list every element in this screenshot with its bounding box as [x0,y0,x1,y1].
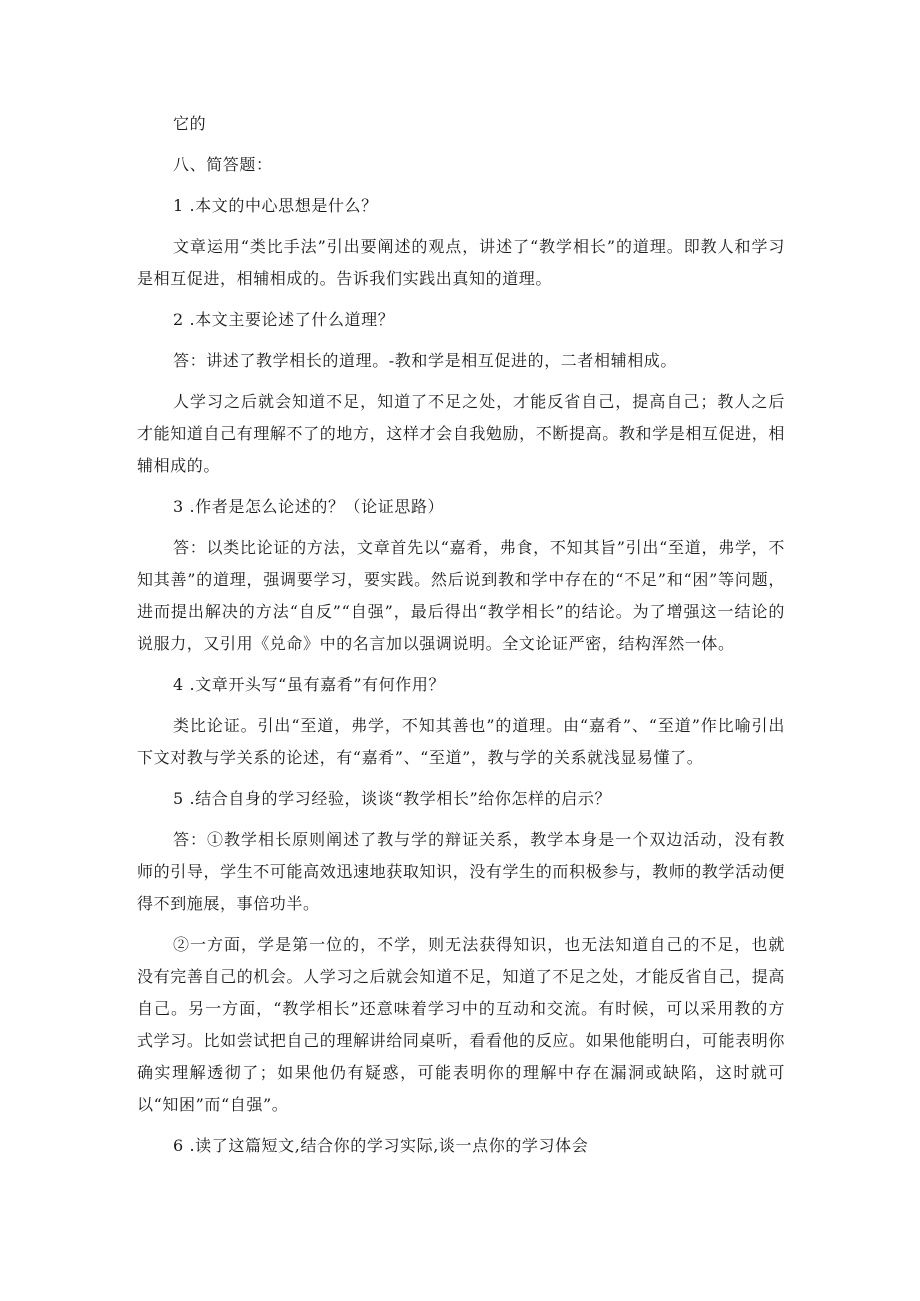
answer-5-part-1: 答：①教学相长原则阐述了教与学的辩证关系，教学本身是一个双边活动，没有教师的引导，学生不可能高效迅速地获取知识，没有学生的而积极参与，教师的教学活动便得不到施展，事倍功半。 [137,830,785,913]
answer-1: 文章运用“类比手法”引出要阐述的观点，讲述了“教学相长”的道理。即教人和学习是相互促进，相辅相成的。告诉我们实践出真知的道理。 [137,237,785,288]
section-heading: 八、简答题： [173,155,273,174]
answer-2-part-1: 答：讲述了教学相长的道理。-教和学是相互促进的，二者相辅相成。 [173,351,678,370]
question-4: 4 .文章开头写“虽有嘉肴”有何作用？ [173,675,446,694]
answer-4: 类比论证。引出“至道，弗学，不知其善也”的道理。由“嘉肴”、“至道”作比喻引出下文对教与学关系的论述，有“嘉肴”、“至道”，教与学的关系就浅显易懂了。 [137,716,785,767]
document-page [137,108,785,1162]
text-fragment: 它的 [173,114,207,133]
answer-5-part-2: ②一方面，学是第一位的，不学，则无法获得知识，也无法知道自己的不足，也就没有完善自己的机会。人学习之后就会知道不足，知道了不足之处，才能反省自己，提高自己。另一方面，“教学相长”还意味着学习中的互动和交流。有时候，可以采用教的方式学习。比如尝试把自己的理解讲给同桌听，看看他的反应。如果他能明白，可能表明你确实理解透彻了；如果他仍有疑惑，可能表明你的理解中存在漏洞或缺陷，这时就可以“知困”而“自强”。 [137,935,785,1114]
question-3: 3 .作者是怎么论述的？（论证思路） [173,497,445,516]
answer-2-part-2: 人学习之后就会知道不足，知道了不足之处，才能反省自己，提高自己；教人之后才能知道自己有理解不了的地方，这样才会自我勉励，不断提高。教和学是相互促进，相辅相成的。 [137,392,785,475]
question-1: 1 .本文的中心思想是什么？ [173,196,378,215]
question-5: 5 .结合自身的学习经验，谈谈“教学相长”给你怎样的启示？ [173,789,612,808]
question-2: 2 .本文主要论述了什么道理？ [173,310,395,329]
question-6: 6 .读了这篇短文,结合你的学习实际,谈一点你的学习体会 [173,1136,589,1155]
answer-3: 答：以类比论证的方法，文章首先以“嘉肴，弗食，不知其旨”引出“至道，弗学，不知其善”的道理，强调要学习，要实践。然后说到教和学中存在的“不足”和“困”等问题，进而提出解决的方法“自反”“自强”，最后得出“教学相长”的结论。为了增强这一结论的说服力，又引用《兑命》中的名言加以强调说明。全文论证严密，结构浑然一体。 [137,538,785,653]
